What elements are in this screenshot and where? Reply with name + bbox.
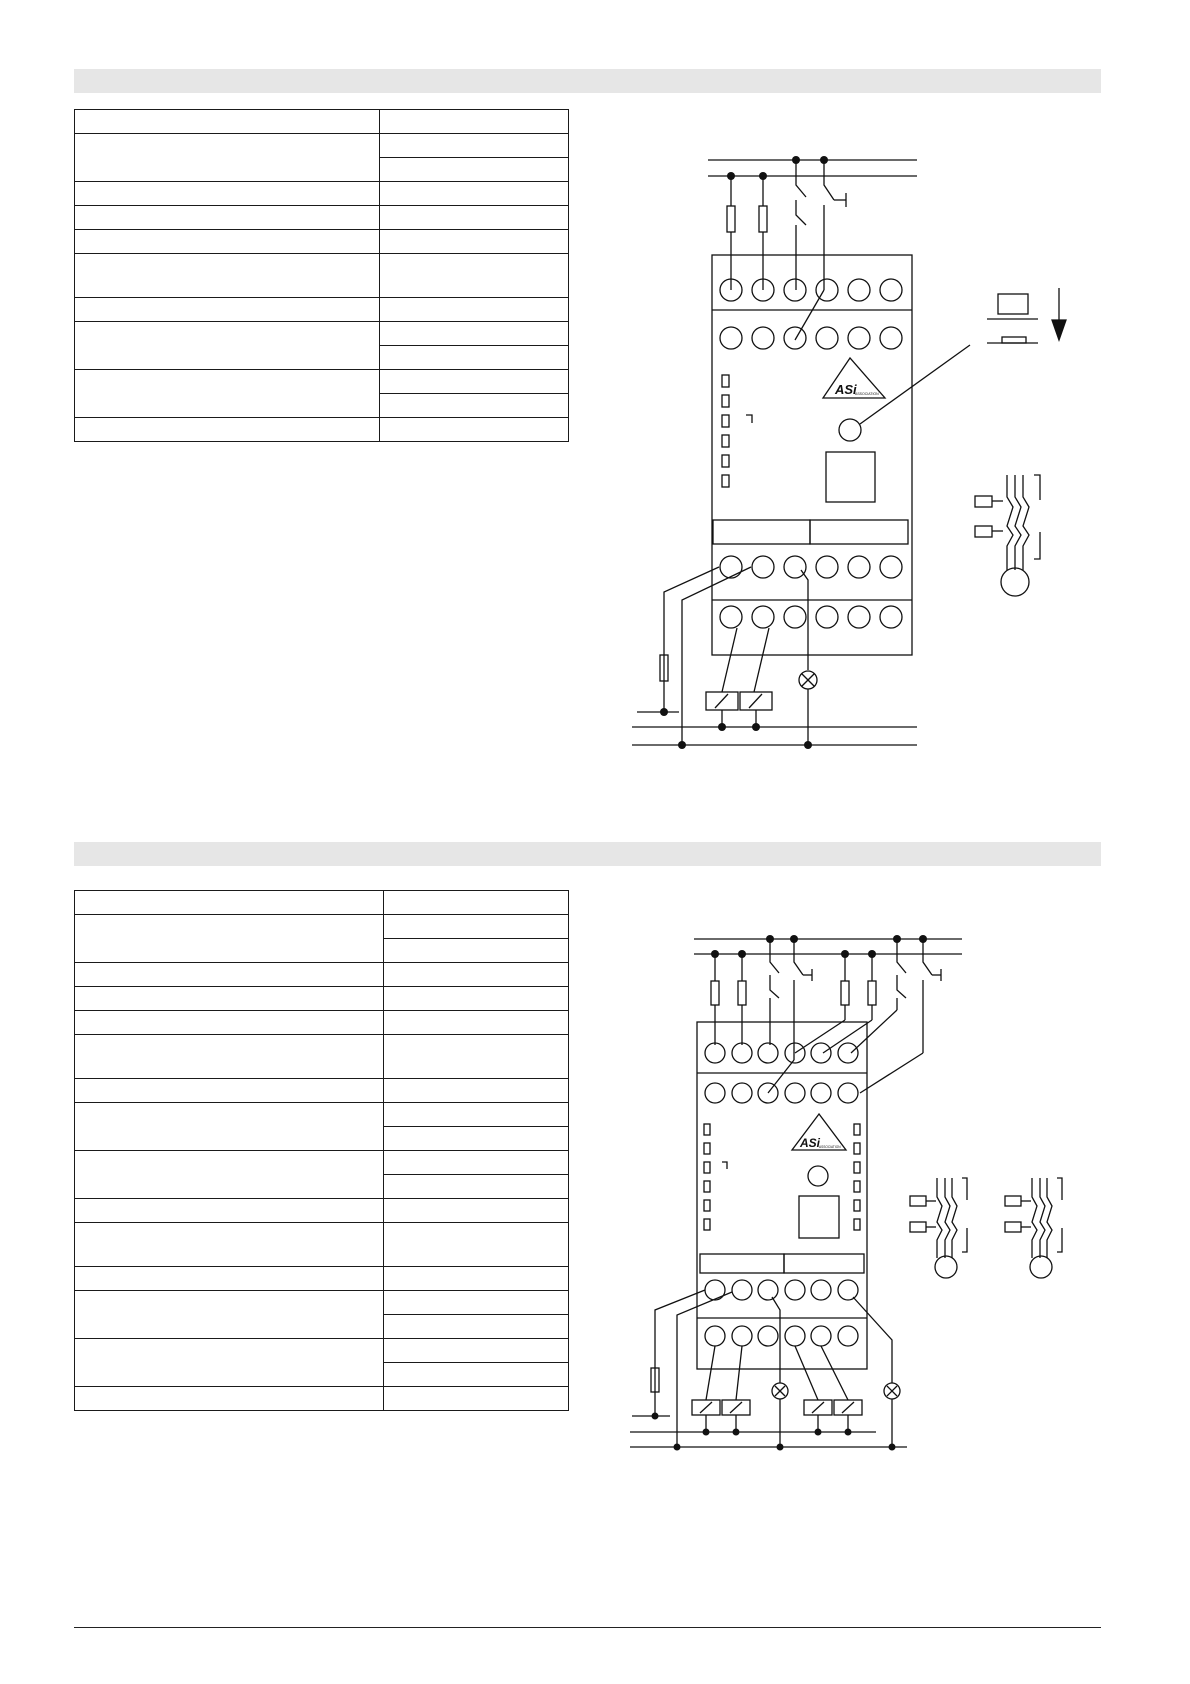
asi-logo-text: ASi xyxy=(835,382,857,397)
status-led-column-left xyxy=(704,1124,710,1230)
motor-starter-icon xyxy=(1005,1178,1062,1278)
asi-logo-text: ASi xyxy=(800,1136,821,1150)
motor-icon xyxy=(935,1256,957,1278)
terminal-row-2 xyxy=(705,1083,858,1103)
fuse-icon xyxy=(711,981,719,1005)
asi-logo-subtext: ASSOCIATION xyxy=(819,1145,841,1149)
asi-logo xyxy=(792,1114,846,1150)
terminal-row-3 xyxy=(705,1280,858,1300)
terminal-row-4 xyxy=(705,1326,858,1346)
terminal-row-1 xyxy=(705,1043,858,1063)
fuse-icon xyxy=(738,981,746,1005)
display-window xyxy=(799,1196,839,1238)
motor-icon xyxy=(1030,1256,1052,1278)
footer-rule xyxy=(74,1627,1101,1628)
label-strip-left xyxy=(700,1254,784,1273)
addressing-socket xyxy=(808,1166,828,1186)
fuse-icon xyxy=(841,981,849,1005)
asi-logo-subtext: ASSOCIATION xyxy=(855,392,879,396)
fuse-icon xyxy=(868,981,876,1005)
motor-starter-icon xyxy=(910,1178,967,1278)
label-strip-right xyxy=(784,1254,864,1273)
status-led-column-right xyxy=(854,1124,860,1230)
asi-module-body xyxy=(697,1022,867,1369)
corner-mark xyxy=(722,1162,727,1169)
